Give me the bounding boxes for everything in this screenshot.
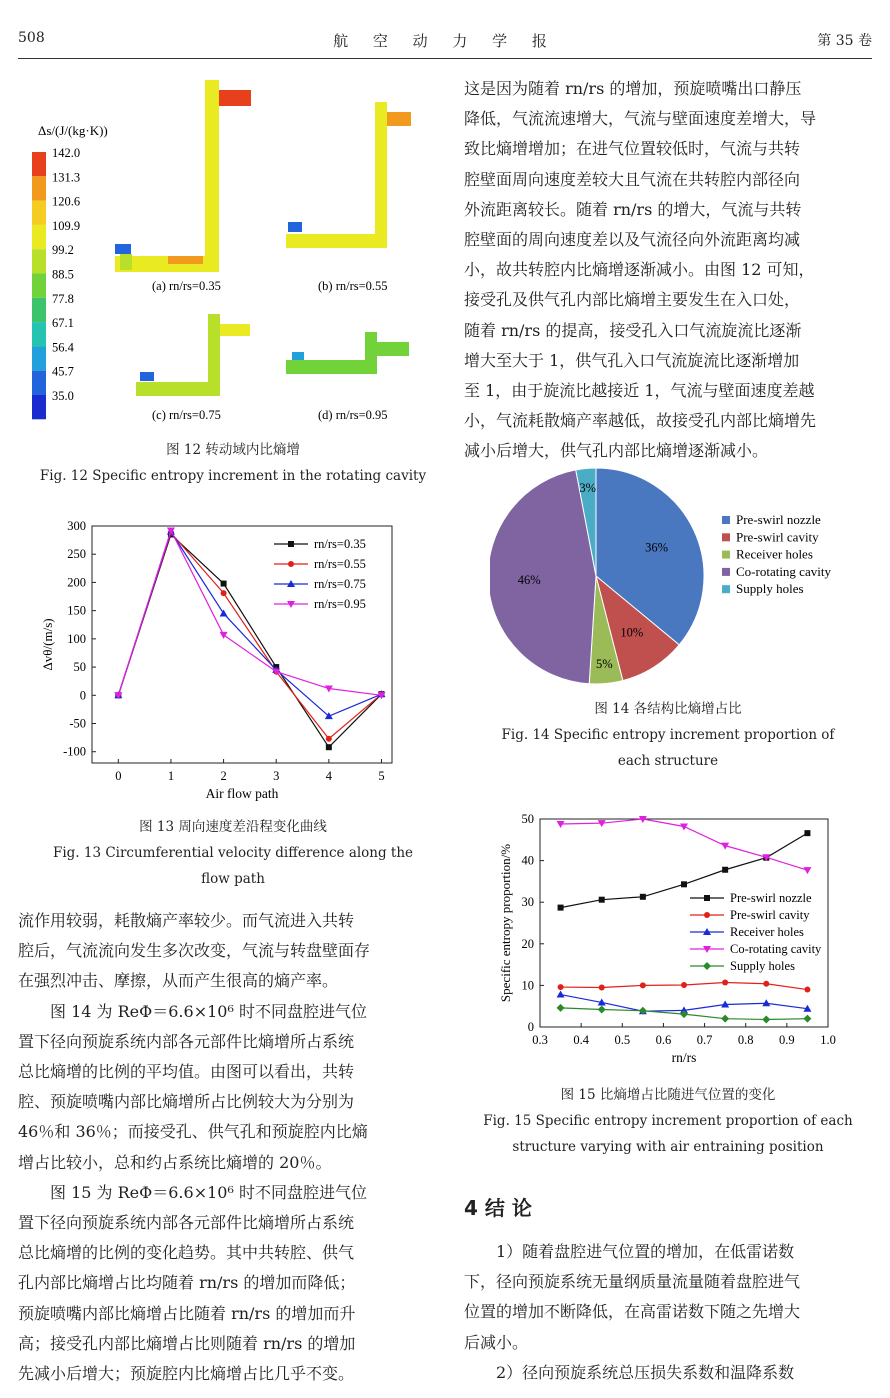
data-point <box>558 984 564 990</box>
text-line: 增大至大于 1，供气孔入口气流旋流比逐渐增加 <box>464 350 800 370</box>
data-point <box>557 1004 565 1012</box>
data-point <box>722 979 728 985</box>
y-tick-label: 300 <box>67 519 86 533</box>
colorbar-tick-label: 56.4 <box>52 340 74 355</box>
legend-marker <box>288 561 294 567</box>
data-point <box>221 590 227 596</box>
colorbar-tick-label: 99.2 <box>52 243 74 258</box>
right-column-text <box>464 74 872 467</box>
section-title: 4 结 论 <box>464 1196 532 1220</box>
colorbar-swatch <box>32 346 46 370</box>
plot-frame <box>540 819 828 1027</box>
fig15-caption-en-2: structure varying with air entraining position <box>512 1139 824 1155</box>
text-line: 先减小后增大；预旋腔内比熵增占比几乎不变。 <box>18 1364 355 1384</box>
text-line: 外流距离较长。随着 rn/rs 的增大，气流与共转 <box>464 199 802 219</box>
text-line: 高；接受孔内部比熵增占比则随着 rn/rs 的增加 <box>18 1333 356 1353</box>
fig12-colorbar <box>32 146 80 419</box>
text-line: 腔壁面周向速度差较大且气流在共转腔内部径向 <box>464 169 801 189</box>
x-tick-label: 0.5 <box>614 1033 631 1047</box>
text-line: 孔内部比熵增占比均随着 rn/rs 的增加而降低； <box>18 1273 356 1293</box>
fig12-caption <box>18 437 448 489</box>
conclusion-text <box>464 1237 872 1388</box>
panel-c-geometry <box>136 314 250 396</box>
fig13-caption <box>18 814 448 892</box>
data-point <box>803 1015 811 1023</box>
fig14-pie-chart <box>490 468 870 693</box>
legend-label: Supply holes <box>730 959 795 973</box>
text-line: 2）径向预旋系统总压损失系数和温降系数 <box>464 1362 795 1382</box>
legend-label: rn/rs=0.75 <box>314 577 366 591</box>
text-line: 总比熵增的比例的平均值。由图可以看出，共转 <box>18 1062 355 1082</box>
text-line: 小，故共转腔内比熵增逐渐减小。由图 12 可知， <box>464 260 815 280</box>
y-tick-label: 0 <box>527 1020 534 1034</box>
y-axis-label: Specific entropy proportion/% <box>498 843 513 1003</box>
data-point <box>681 881 687 887</box>
colorbar-tick-label: 109.9 <box>52 218 81 233</box>
legend-marker <box>704 895 710 901</box>
text-line: 总比熵增的比例的变化趋势。其中共转腔、供气 <box>18 1243 355 1263</box>
data-point <box>599 984 605 990</box>
volume-label: 第 35 卷 <box>817 33 872 49</box>
y-tick-label: 30 <box>521 895 534 910</box>
y-tick-label: 150 <box>67 603 86 618</box>
text-line: 致比熵增增加；在进气位置较低时，气流与共转 <box>464 139 801 159</box>
x-tick-label: 0.7 <box>696 1033 713 1047</box>
pie-data-label: 5% <box>595 657 613 672</box>
colorbar-tick-label: 142.0 <box>52 146 81 160</box>
text-line: 流作用较弱，耗散熵产率较少。而气流进入共转 <box>18 911 355 930</box>
pie-data-label: 36% <box>645 540 669 555</box>
colorbar-swatch <box>32 152 46 176</box>
legend-swatch <box>722 516 730 524</box>
legend-swatch <box>722 551 730 559</box>
legend-label: Co-rotating cavity <box>730 942 822 956</box>
panel-a-label: (a) rn/rs=0.35 <box>152 279 221 293</box>
header-rule <box>18 58 872 59</box>
legend-label: Supply holes <box>736 581 804 597</box>
data-point <box>803 867 811 874</box>
pie-data-label: 10% <box>620 625 644 640</box>
legend-marker <box>288 541 294 547</box>
data-point <box>221 581 227 587</box>
text-line: 腔、预旋喷嘴内部比熵增所占比例较大为分别为 <box>18 1092 355 1112</box>
text-line: 小，气流耗散熵产率越低，故接受孔内部比熵增先 <box>464 411 817 431</box>
legend-swatch <box>722 585 730 593</box>
colorbar-swatch <box>32 322 46 346</box>
colorbar-swatch <box>32 225 46 249</box>
data-point <box>681 982 687 988</box>
fig15-caption <box>464 1082 872 1160</box>
data-point <box>599 897 605 903</box>
x-tick-label: 5 <box>378 769 385 783</box>
text-line: 置下径向预旋系统内部各元部件比熵增所占系统 <box>18 1031 355 1051</box>
data-point <box>326 736 332 742</box>
colorbar-tick-label: 67.1 <box>52 316 74 331</box>
panel-a-geometry <box>115 80 251 272</box>
colorbar-tick-label: 35.0 <box>52 389 74 403</box>
y-tick-label: 40 <box>521 853 534 868</box>
fig13-caption-en-2: flow path <box>201 871 265 887</box>
data-point <box>722 867 728 873</box>
text-line: 降低，气流流速增大，气流与壁面速度差增大，导 <box>464 109 817 129</box>
x-tick-label: 3 <box>273 769 280 783</box>
colorbar-swatch <box>32 274 46 298</box>
data-point <box>558 905 564 911</box>
legend-label: Receiver holes <box>730 925 804 939</box>
legend-label: Co-rotating cavity <box>736 563 831 579</box>
data-point <box>220 632 228 639</box>
fig15-caption-en-1: Fig. 15 Specific entropy increment proportion of each <box>483 1113 853 1129</box>
data-point <box>762 1016 770 1024</box>
pie-data-label: 46% <box>517 573 541 588</box>
pie-slice <box>490 470 596 684</box>
legend-label: rn/rs=0.55 <box>314 557 366 571</box>
y-tick-label: 10 <box>521 978 534 993</box>
legend-label: Pre-swirl nozzle <box>730 891 812 905</box>
figure-15 <box>490 805 850 1080</box>
text-line: 图 14 为 ReΦ＝6.6×10⁶ 时不同盘腔进气位 <box>18 1001 367 1021</box>
x-tick-label: 4 <box>325 769 332 783</box>
y-axis-label: Δvθ/(m/s) <box>40 618 55 671</box>
panel-b-label: (b) rn/rs=0.55 <box>318 279 388 293</box>
fig13-caption-cn: 图 13 周向速度差沿程变化曲线 <box>139 819 327 835</box>
text-line: 预旋喷嘴内部比熵增占比随着 rn/rs 的增加而升 <box>18 1303 356 1323</box>
panel-c-label: (c) rn/rs=0.75 <box>152 408 221 422</box>
panel-b-geometry <box>286 102 411 248</box>
y-tick-label: 0 <box>79 688 86 703</box>
fig14-caption <box>464 696 872 774</box>
legend-label: Pre-swirl nozzle <box>736 512 821 527</box>
data-point <box>640 894 646 900</box>
fig14-caption-en-1: Fig. 14 Specific entropy increment proportion of <box>501 727 835 743</box>
colorbar-swatch <box>32 249 46 273</box>
figure-14 <box>490 468 870 693</box>
data-point <box>640 982 646 988</box>
data-point <box>804 987 810 993</box>
colorbar-swatch <box>32 395 46 419</box>
x-tick-label: 0.6 <box>655 1033 672 1047</box>
text-line: 增占比较小，总和约占系统比熵增的 20％。 <box>18 1152 332 1172</box>
x-tick-label: 0.3 <box>532 1033 548 1047</box>
legend-label: Pre-swirl cavity <box>730 908 810 922</box>
text-line: 这是因为随着 rn/rs 的增加，预旋喷嘴出口静压 <box>464 79 802 98</box>
legend-label: rn/rs=0.35 <box>314 537 366 551</box>
figure-12 <box>18 70 448 425</box>
pie-data-label: 3% <box>579 480 597 495</box>
colorbar-tick-label: 131.3 <box>52 170 81 185</box>
y-tick-label: 100 <box>67 631 86 646</box>
text-line: 下，径向预旋系统无量纲质量流量随着盘腔进气 <box>464 1272 801 1292</box>
legend-swatch <box>722 533 730 541</box>
text-line: 随着 rn/rs 的提高，接受孔入口气流旋流比逐渐 <box>464 320 802 340</box>
fig13-chart <box>30 512 430 807</box>
fig13-caption-en-1: Fig. 13 Circumferential velocity difference along the <box>52 845 414 861</box>
panel-d-label: (d) rn/rs=0.95 <box>318 408 388 422</box>
colorbar-tick-label: 120.6 <box>52 194 81 209</box>
page-number: 508 <box>18 30 45 46</box>
journal-title: 航 空 动 力 学 报 <box>333 32 557 50</box>
text-line: 至 1，由于旋流比越接近 1，气流与壁面速度差越 <box>464 381 815 401</box>
data-point <box>721 1015 729 1023</box>
text-line: 置下径向预旋系统内部各元部件比熵增所占系统 <box>18 1213 355 1233</box>
x-tick-label: 1 <box>167 769 175 783</box>
fig15-caption-cn: 图 15 比熵增占比随进气位置的变化 <box>560 1087 776 1103</box>
fig12-legend-title: Δs/(J/(kg·K)) <box>38 123 108 138</box>
colorbar-swatch <box>32 176 46 200</box>
text-line: 腔壁面的周向速度差以及气流径向外流距离均减 <box>464 230 801 250</box>
text-line: 后减小。 <box>464 1332 529 1352</box>
colorbar-tick-label: 88.5 <box>52 267 74 282</box>
x-axis-label: Air flow path <box>205 786 279 801</box>
fig12-contours <box>18 70 448 425</box>
text-line: 图 15 为 ReΦ＝6.6×10⁶ 时不同盘腔进气位 <box>18 1182 367 1202</box>
data-point <box>557 991 565 998</box>
panel-d-geometry <box>286 332 409 374</box>
text-line: 在强烈冲击、摩擦，从而产生很高的熵产率。 <box>18 971 339 991</box>
data-point <box>598 1006 606 1014</box>
colorbar-tick-label: 45.7 <box>52 364 74 379</box>
text-line: 位置的增加不断降低，在高雷诺数下随之先增大 <box>464 1302 801 1322</box>
fig14-caption-en-2: each structure <box>617 753 719 769</box>
legend-swatch <box>722 568 730 576</box>
legend-marker <box>703 962 711 970</box>
y-tick-label: 200 <box>67 575 86 590</box>
x-tick-label: 0.9 <box>779 1033 795 1047</box>
y-tick-label: -50 <box>69 716 86 731</box>
x-tick-label: 0.4 <box>573 1033 589 1047</box>
legend-label: Receiver holes <box>736 546 813 562</box>
y-tick-label: 50 <box>73 660 86 675</box>
x-tick-label: 1.0 <box>820 1033 836 1047</box>
fig15-chart <box>490 805 850 1080</box>
x-tick-label: 0 <box>115 769 122 783</box>
y-tick-label: 20 <box>521 936 534 951</box>
text-line: 接受孔及供气孔内部比熵增主要发生在入口处， <box>464 290 801 310</box>
data-point <box>680 823 688 830</box>
text-line: 46％和 36％；而接受孔、供气孔和预旋腔内比熵 <box>18 1122 368 1142</box>
colorbar-swatch <box>32 371 46 395</box>
text-line: 1）随着盘腔进气位置的增加，在低雷诺数 <box>464 1242 795 1261</box>
x-tick-label: 2 <box>220 769 227 783</box>
data-point <box>804 830 810 836</box>
fig12-caption-en: Fig. 12 Specific entropy increment in the rotating cavity <box>39 468 427 484</box>
colorbar-tick-label: 77.8 <box>52 291 74 306</box>
data-point <box>326 744 332 750</box>
text-line: 减小后增大，供气孔内部比熵增逐渐减小。 <box>464 441 769 461</box>
legend-label: rn/rs=0.95 <box>314 597 366 611</box>
y-tick-label: 250 <box>67 547 86 562</box>
figure-13 <box>30 512 430 807</box>
data-point <box>220 609 228 616</box>
text-line: 腔后，气流流向发生多次改变，气流与转盘壁面存 <box>18 941 371 961</box>
legend-label: Pre-swirl cavity <box>736 529 819 545</box>
colorbar-swatch <box>32 298 46 322</box>
fig14-caption-cn: 图 14 各结构比熵增占比 <box>594 701 742 717</box>
left-column-text <box>18 906 448 1389</box>
page-header <box>18 30 872 56</box>
y-tick-label: -100 <box>63 744 86 759</box>
colorbar-swatch <box>32 201 46 225</box>
x-axis-label: rn/rs <box>671 1050 697 1065</box>
legend-marker <box>704 912 710 918</box>
fig12-caption-cn: 图 12 转动域内比熵增 <box>166 442 300 458</box>
x-tick-label: 0.8 <box>737 1033 754 1047</box>
data-point <box>763 981 769 987</box>
y-tick-label: 50 <box>521 812 534 826</box>
series-line <box>118 531 381 696</box>
